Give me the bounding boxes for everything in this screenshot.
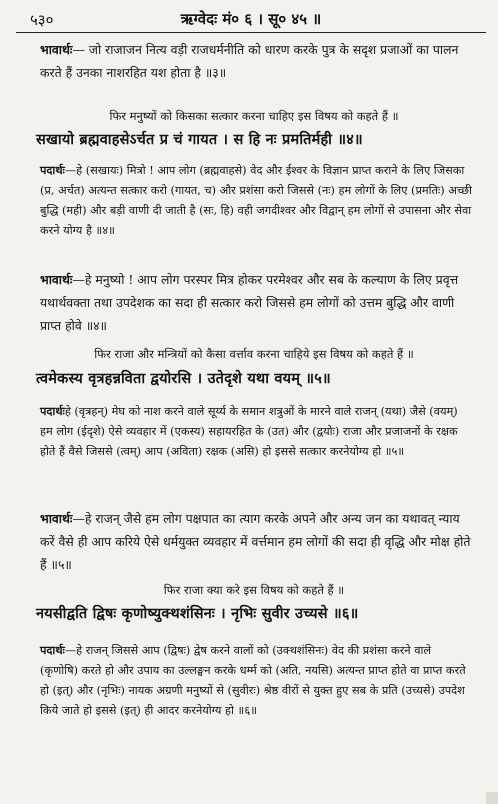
padartha-4 xyxy=(40,160,472,241)
block-text: हे (वृत्रहन्) मेघ को नाश करने वाले सूर्य्य के समान शत्रुओं के मारने वाले राजन् (यथा) जैसे (वयम्) हम लोग (ईदृशे) ऐसे व्यवहार में (एकस्य) सहायरहित के (उत) और (द्वयोः) राजा और प्रजाजनों के रक्षक होते हैं वैसे जिससे (त्वम्) आप (अविता) रक्षक (असि) हो इससे सत्कार करनेयोग्य हो ॥५॥ xyxy=(40,405,458,458)
block-label: पदार्थः xyxy=(40,404,65,418)
padartha-5 xyxy=(40,401,472,462)
bhavartha-5 xyxy=(40,507,472,576)
page-number: ५३० xyxy=(30,11,54,29)
page-corner xyxy=(486,792,498,804)
block-text: —हे मनुष्यो ! आप लोग परस्पर मित्र होकर परमेश्वर और सब के कल्याण के लिए प्रवृत्त यथार्थवक्ता तथा उपदेशक का सदा ही सत्कार करो जिससे हम लोगों को उत्तम बुद्धि और वाणी प्राप्त होवे ॥४॥ xyxy=(40,272,459,333)
mantra-4: सखायो ब्रह्मवाहसेऽर्चत प्र चं गायत । स हि नः प्रमतिर्मही ॥४॥ xyxy=(36,131,363,148)
mantra-6: नयसीद्वति द्विषः कृणोष्युक्थशंसिनः । नृभिः सुवीर उच्यसे ॥६॥ xyxy=(36,605,359,622)
bhavartha-3 xyxy=(40,38,472,84)
block-label: पदार्थः xyxy=(40,163,65,177)
block-text: — जो राजाजन नित्य वड़ी राजधर्मनीति को धारण करके पुत्र के सदृश प्रजाओं का पालन करते हैं उनका नाशरहित यश होता है ॥३॥ xyxy=(40,42,459,80)
mantra-5: त्वमेकस्य वृत्रहन्नविता द्वयोरसि । उतेदृशे यथा वयम् ॥५॥ xyxy=(36,370,331,387)
intro-line: फिर राजा क्या करे इस विषय को कहते हैं ॥ xyxy=(163,583,345,597)
intro-line: फिर राजा और मन्त्रियों को कैसा वर्त्ताव करना चाहिये इस विषय को कहते हैं ॥ xyxy=(94,347,414,361)
padartha-6 xyxy=(40,640,472,721)
block-text: —हे राजन् जैसे हम लोग पक्षपात का त्याग करके अपने और अन्य जन का यथावत् न्याय करें वैसे ही आप करिये ऐसे धर्मयुक्त व्यवहार में वर्त्तमान हम लोगों की सदा ही वृद्धि और मोक्ष होते हैं ॥५॥ xyxy=(40,511,471,572)
block-label: भावार्थः xyxy=(40,42,73,57)
block-text: —हे राजन् जिससे आप (द्विषः) द्वेष करने वालों को (उक्थशंसिनः) वेद की प्रशंसा करने वाले (कृणोषि) करते हो और उपाय का उल्लङ्घन करके धर्म्म को (अति, नयसि) अत्यन्त प्राप्त होते वा प्राप्त करते हो (इत्) और (नृभिः) नायक अग्रणी मनुष्यों से (सुवीरः) श्रेष्ठ वीरों से युक्त हुए सब के प्रति (उच्यसे) उपदेश किये जाते हो इससे (इत्) ही आदर करनेयोग्य हो ॥६॥ xyxy=(40,644,466,717)
intro-line: फिर मनुष्यों को किसका सत्कार करना चाहिए इस विषय को कहते हैं ॥ xyxy=(109,109,399,123)
bhavartha-4 xyxy=(40,268,472,337)
block-label: भावार्थः xyxy=(40,511,73,526)
block-label: पदार्थः xyxy=(40,643,65,657)
block-label: भावार्थः xyxy=(40,272,73,287)
block-text: —हे (सखायः) मित्रो ! आप लोग (ब्रह्मवाहसे) वेद और ईश्वर के विज्ञान प्राप्त कराने के लिए जिसका (प्र, अर्चत) अत्यन्त सत्कार करो (गायत, च) और प्रशंसा करो जिससे (नः) हम लोगों के लिए (प्रमतिः) अच्छी बुद्धि (मही) और बड़ी वाणी दी जाती है (सः, हि) वही जगदीश्वर और विद्वान् हम लोगों से उपासना और सेवा करने योग्य है ॥४॥ xyxy=(40,164,472,237)
running-head: ऋग्वेदः मं० ६ । सू० ४५ ॥ xyxy=(180,10,322,28)
page-header xyxy=(16,6,486,33)
